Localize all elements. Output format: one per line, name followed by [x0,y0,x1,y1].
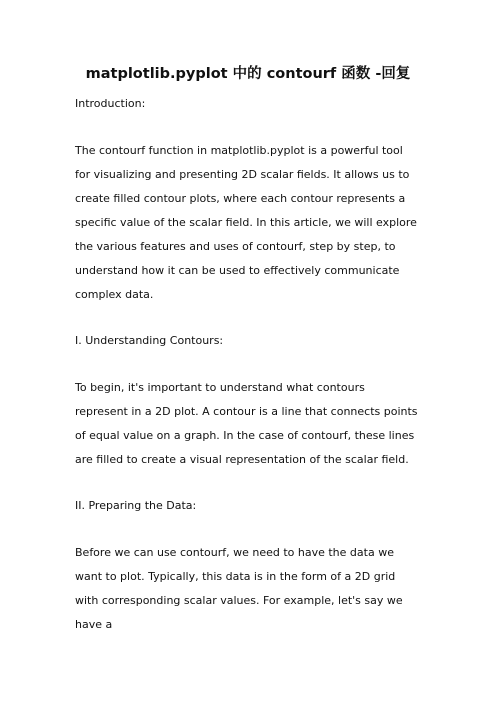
document-title: matplotlib.pyplot 中的 contourf 函数 -回复 [85,66,411,82]
document-body [75,92,421,659]
paragraph-introduction-heading: Introduction: [75,97,146,110]
paragraph-understanding-contours-heading: I. Understanding Contours: [75,334,224,347]
paragraph-understanding-contours-text: To begin, it's important to understand what contours represent in a 2D plot. A contour is a line that connects points of equal value on a graph. In the case of contourf, these lines are filled to create a visual representation of the scalar field. [75,380,418,466]
paragraph-introduction-text: The contourf function in matplotlib.pyplot is a powerful tool for visualizing and presenting 2D scalar fields. It allows us to create filled contour plots, where each contour represents a specific value of the scalar field. In this article, we will explore the various features and uses of contourf, step by step, to understand how it can be used to effectively communicate complex data. [75,143,417,301]
paragraph-preparing-data-heading: II. Preparing the Data: [75,499,197,512]
paragraph-preparing-data-text: Before we can use contourf, we need to have the data we want to plot. Typically, this data is in the form of a 2D grid with corresponding scalar values. For example, let's say we have a [75,545,403,631]
